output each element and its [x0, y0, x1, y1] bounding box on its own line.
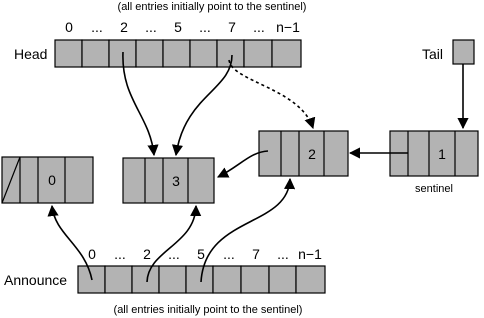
announce-cell: [186, 266, 213, 293]
node-2: [259, 131, 348, 176]
tail-label: Tail: [422, 46, 444, 62]
head-index-8: n−1: [276, 19, 300, 35]
tail-cell: [453, 40, 474, 64]
head-index-5: ...: [199, 19, 211, 35]
head-cell: [190, 40, 217, 67]
announce-index-1: ...: [114, 246, 126, 262]
node-3: [123, 158, 214, 203]
announce-index-6: 7: [252, 246, 260, 262]
node-3-value: 3: [172, 173, 180, 189]
head-index-3: ...: [145, 19, 157, 35]
head-index-row: [65, 19, 300, 35]
announce-cell: [296, 266, 325, 293]
announce-index-4: 5: [197, 246, 205, 262]
announce-cell: [105, 266, 132, 293]
node-2-box: [259, 131, 348, 176]
announce-cell: [269, 266, 296, 293]
announce-index-7: ...: [277, 246, 289, 262]
edge-head7-to-node2-dashed: [229, 60, 313, 128]
head-cell: [82, 40, 109, 67]
announce-cell: [159, 266, 186, 293]
announce-index-3: ...: [168, 246, 180, 262]
head-index-6: 7: [228, 19, 236, 35]
announce-index-0: 0: [88, 246, 96, 262]
head-index-2: 2: [120, 19, 128, 35]
head-cell: [272, 40, 301, 67]
head-index-0: 0: [65, 19, 73, 35]
announce-cell: [213, 266, 241, 293]
node-0: [2, 157, 93, 203]
announce-index-8: n−1: [298, 246, 322, 262]
head-label: Head: [14, 46, 48, 62]
head-array: [55, 40, 301, 67]
node-1-sentinel: [390, 131, 478, 195]
announce-cell: [132, 266, 159, 293]
node-1-value: 1: [438, 146, 446, 162]
announce-index-2: 2: [143, 246, 151, 262]
announce-index-5: ...: [223, 246, 235, 262]
node-2-value: 2: [308, 146, 316, 162]
head-cell: [55, 40, 82, 67]
head-index-4: 5: [174, 19, 182, 35]
head-index-1: ...: [91, 19, 103, 35]
head-index-7: ...: [253, 19, 265, 35]
head-caption: (all entries initially point to the sentinel): [117, 1, 307, 13]
edge-head7-to-node3: [176, 55, 232, 155]
announce-caption: (all entries initially point to the sentinel): [113, 304, 303, 316]
node-0-value: 0: [48, 172, 56, 188]
head-cell: [136, 40, 163, 67]
head-cell: [244, 40, 272, 67]
head-cell: [163, 40, 190, 67]
announce-index-row: [88, 246, 322, 262]
announce-label: Announce: [4, 272, 68, 288]
node-3-box: [123, 158, 214, 203]
announce-cell: [241, 266, 269, 293]
sentinel-caption: sentinel: [415, 183, 453, 195]
